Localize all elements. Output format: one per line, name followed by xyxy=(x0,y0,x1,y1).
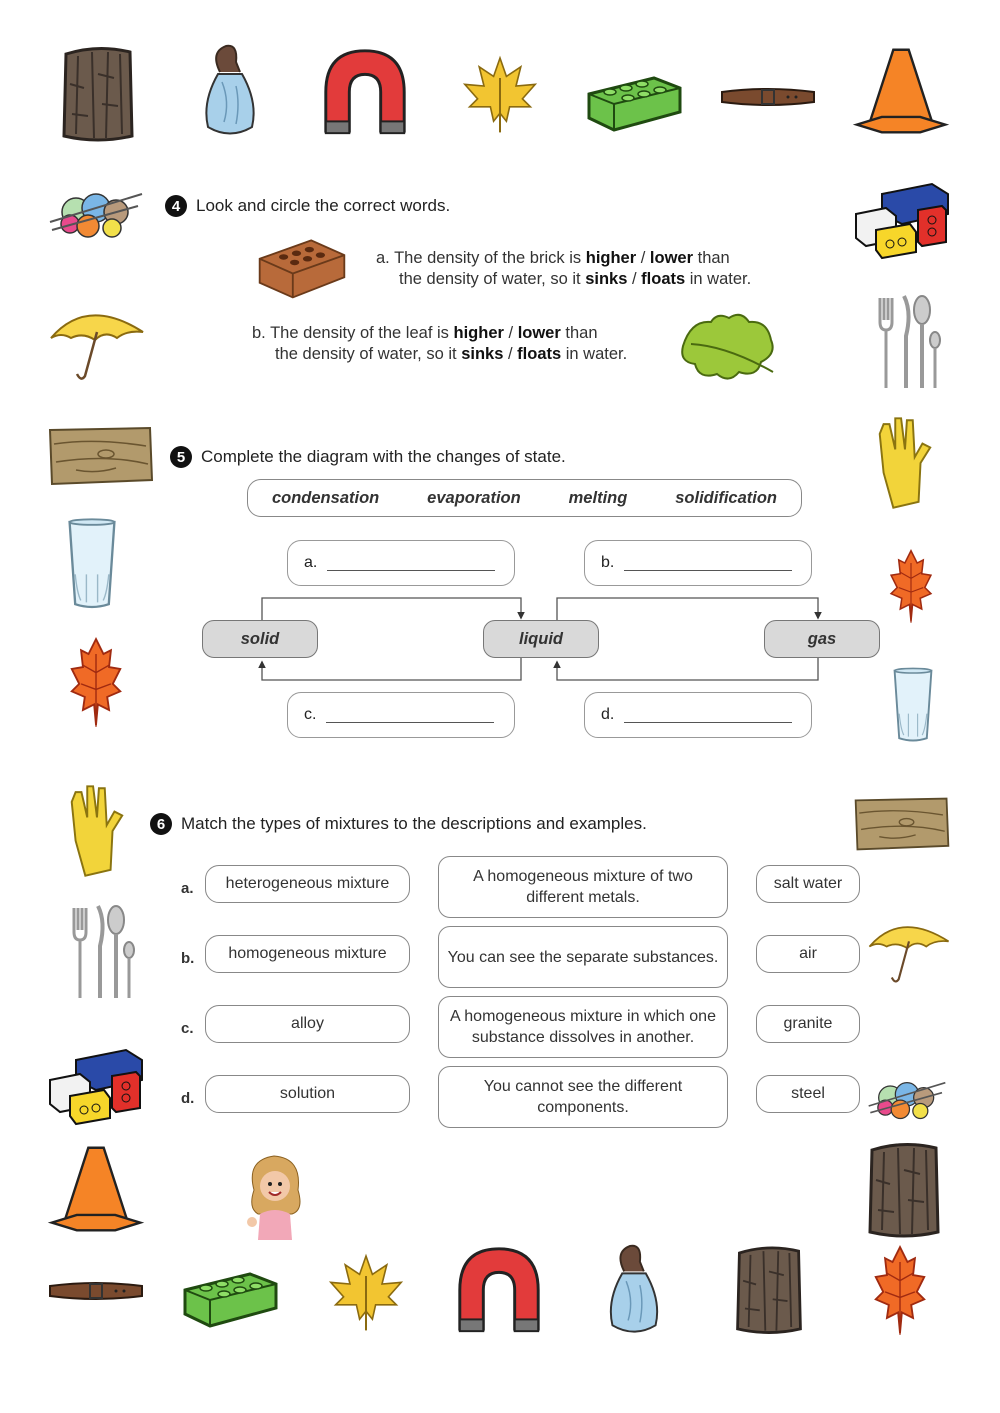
exercise-title: Match the types of mixtures to the descriptions and examples. xyxy=(181,814,647,833)
slash: / xyxy=(503,345,518,363)
answer-label: a. xyxy=(304,554,318,571)
mixture-description[interactable]: You can see the separate substances. xyxy=(438,926,728,988)
answer-box-b[interactable] xyxy=(584,540,812,586)
mixture-description[interactable]: A homogeneous mixture of two different metals. xyxy=(438,856,728,918)
text: the density of water, so it xyxy=(399,270,586,288)
answer-box-c[interactable] xyxy=(287,692,515,738)
answer-label: c. xyxy=(304,706,317,723)
sentence-label: b. xyxy=(252,324,266,342)
cutlery-icon xyxy=(66,902,136,1002)
umbrella-icon xyxy=(866,910,952,990)
belt-icon xyxy=(46,1276,146,1306)
state-gas: gas xyxy=(764,620,880,658)
text: than xyxy=(560,324,598,342)
yarn-balls-icon xyxy=(862,1076,952,1126)
wood-bark-icon xyxy=(732,1240,806,1340)
option-lower[interactable]: lower xyxy=(517,324,561,342)
answer-line[interactable] xyxy=(624,708,792,723)
row-label: c. xyxy=(181,1020,194,1037)
lego-brick-icon xyxy=(180,1264,280,1332)
exercise-number: 6 xyxy=(150,813,172,835)
state-solid: solid xyxy=(202,620,318,658)
word-melting: melting xyxy=(568,488,628,507)
text: The density of the brick is xyxy=(394,249,586,267)
sentence-label: a. xyxy=(376,249,390,267)
mixture-type[interactable]: heterogeneous mixture xyxy=(205,865,410,903)
option-floats[interactable]: floats xyxy=(641,270,686,288)
lego-pile-icon xyxy=(46,1046,146,1126)
row-label: d. xyxy=(181,1090,195,1107)
option-higher[interactable]: higher xyxy=(453,324,504,342)
mixture-description[interactable]: You cannot see the different components. xyxy=(438,1066,728,1128)
exercise-number: 4 xyxy=(165,195,187,217)
exercise-number: 5 xyxy=(170,446,192,468)
maple-leaf-icon xyxy=(326,1242,406,1342)
text: in water. xyxy=(685,270,752,288)
plastic-bag-icon xyxy=(604,1242,664,1340)
slash: / xyxy=(636,249,650,267)
exercise-6-heading xyxy=(150,813,647,835)
text: The density of the leaf is xyxy=(270,324,454,342)
option-floats[interactable]: floats xyxy=(517,345,562,363)
answer-line[interactable] xyxy=(624,556,792,571)
exercise-title: Complete the diagram with the changes of state. xyxy=(201,447,566,466)
text: in water. xyxy=(561,345,628,363)
word-condensation: condensation xyxy=(271,488,380,507)
row-label: b. xyxy=(181,950,195,967)
wood-bark-icon xyxy=(864,1140,944,1240)
traffic-cone-icon xyxy=(46,1142,146,1238)
option-sinks[interactable]: sinks xyxy=(461,345,504,363)
mixture-example[interactable]: steel xyxy=(756,1075,860,1113)
row-label: a. xyxy=(181,880,194,897)
mixture-type[interactable]: homogeneous mixture xyxy=(205,935,410,973)
answer-line[interactable] xyxy=(326,708,494,723)
mixture-example[interactable]: granite xyxy=(756,1005,860,1043)
word-solidification: solidification xyxy=(675,488,778,507)
wood-plank-icon xyxy=(852,792,952,856)
autumn-leaf-icon xyxy=(872,1240,928,1340)
text: the density of water, so it xyxy=(275,345,462,363)
state-liquid: liquid xyxy=(483,620,599,658)
magnet-icon xyxy=(450,1240,548,1340)
mixture-example[interactable]: salt water xyxy=(756,865,860,903)
answer-label: b. xyxy=(601,554,615,571)
mixture-type[interactable]: solution xyxy=(205,1075,410,1113)
word-evaporation: evaporation xyxy=(427,488,521,507)
answer-label: d. xyxy=(601,706,615,723)
answer-box-a[interactable] xyxy=(287,540,515,586)
answer-box-d[interactable] xyxy=(584,692,812,738)
mixture-example[interactable]: air xyxy=(756,935,860,973)
avatar-icon xyxy=(240,1150,310,1240)
option-sinks[interactable]: sinks xyxy=(585,270,628,288)
text: than xyxy=(693,249,730,267)
option-lower[interactable]: lower xyxy=(649,249,694,267)
slash: / xyxy=(503,324,518,342)
option-higher[interactable]: higher xyxy=(585,249,637,267)
slash: / xyxy=(627,270,642,288)
answer-line[interactable] xyxy=(327,556,495,571)
mixture-type[interactable]: alloy xyxy=(205,1005,410,1043)
exercise-title: Look and circle the correct words. xyxy=(196,196,451,215)
mixture-description[interactable]: A homogeneous mixture in which one substance dissolves in another. xyxy=(438,996,728,1058)
